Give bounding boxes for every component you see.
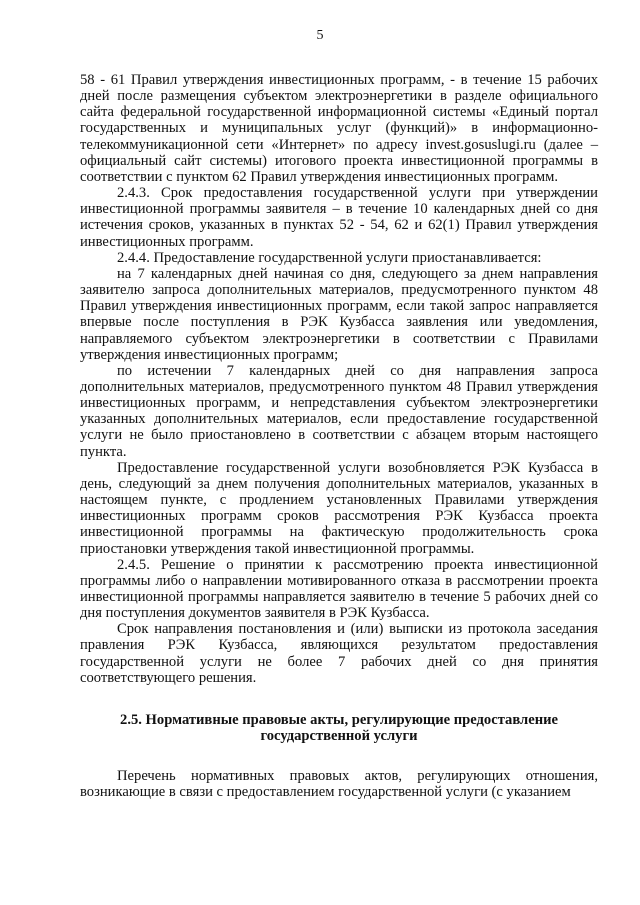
page-number: 5 <box>316 28 324 43</box>
paragraph-2-4-4: 2.4.4. Предоставление государственной услуги приостанавливается: <box>117 249 542 266</box>
spacer <box>80 744 598 768</box>
spacer <box>80 686 598 712</box>
paragraph-suspension-item-1: на 7 календарных дней начиная со дня, следующего за днем направления заявителю запроса дополнительных материалов, предусмотренного пунктом 48 Правил утверждения инвестиционных программ, если такой запрос направляется впервые после поступления в РЭК Кузбасса заявления или уведомления, направляемого субъектом электроэнергетики в соответствии с Правилами утверждения инвестиционных программ; <box>80 265 598 363</box>
paragraph-resumption: Предоставление государственной услуги возобновляется РЭК Кузбасса в день, следующий за днем получения дополнительных материалов, указанных в настоящем пункте, с продлением установленных Правилами утверждения инвестиционных программ сроков рассмотрения РЭК Кузбасса проекта инвестиционной программы на фактическую продолжительность срока приостановки утверждения такой инвестиционной программы. <box>80 459 598 557</box>
paragraph-continuation: 58 - 61 Правил утверждения инвестиционных программ, - в течение 15 рабочих дней после размещения субъектом электроэнергетики в разделе официального сайта федеральной государственной информационной системы «Единый портал государственных и муниципальных услуг (функций)» в информационно-телекоммуникационной сети «Интернет» по адресу invest.gosuslugi.ru (далее – официальный сайт системы) итогового проекта инвестиционной программы в соответствии с пунктом 62 Правил утверждения инвестиционных программ. <box>80 72 598 185</box>
paragraph-legal-acts-list: Перечень нормативных правовых актов, регулирующих отношения, возникающие в связи с предоставлением государственной услуги (с указанием <box>80 768 598 801</box>
paragraph-2-4-3: 2.4.3. Срок предоставления государственной услуги при утверждении инвестиционной программы заявителя – в течение 10 календарных дней со дня истечения сроков, указанных в пунктах 52 - 54, 62 и 62(1) Правил утверждения инвестиционных программ. <box>80 185 598 250</box>
section-heading-line-1: 2.5. Нормативные правовые акты, регулирующие предоставление <box>120 711 558 728</box>
paragraph-decision-term: Срок направления постановления и (или) выписки из протокола заседания правления РЭК Кузбасса, являющихся результатом предоставления государственной услуги не более 7 рабочих дней со дня принятия соответствующего решения. <box>80 621 598 686</box>
paragraph-suspension-item-2: по истечении 7 календарных дней со дня направления запроса дополнительных материалов, предусмотренного пунктом 48 Правил утверждения инвестиционных программ, и непредставления субъектом электроэнергетики указанных дополнительных материалов, если предоставление государственной услуги не было приостановлено в соответствии с абзацем вторым настоящего пункта. <box>80 362 598 460</box>
document-body <box>80 72 598 801</box>
paragraph-2-4-5: 2.4.5. Решение о принятии к рассмотрению проекта инвестиционной программы либо о направлении мотивированного отказа в рассмотрении проекта инвестиционной программы направляется заявителю в течение 5 рабочих дней со дня поступления документов заявителя в РЭК Кузбасса. <box>80 556 598 622</box>
section-heading-line-2: государственной услуги <box>260 728 418 745</box>
section-heading-2-5 <box>80 712 598 744</box>
